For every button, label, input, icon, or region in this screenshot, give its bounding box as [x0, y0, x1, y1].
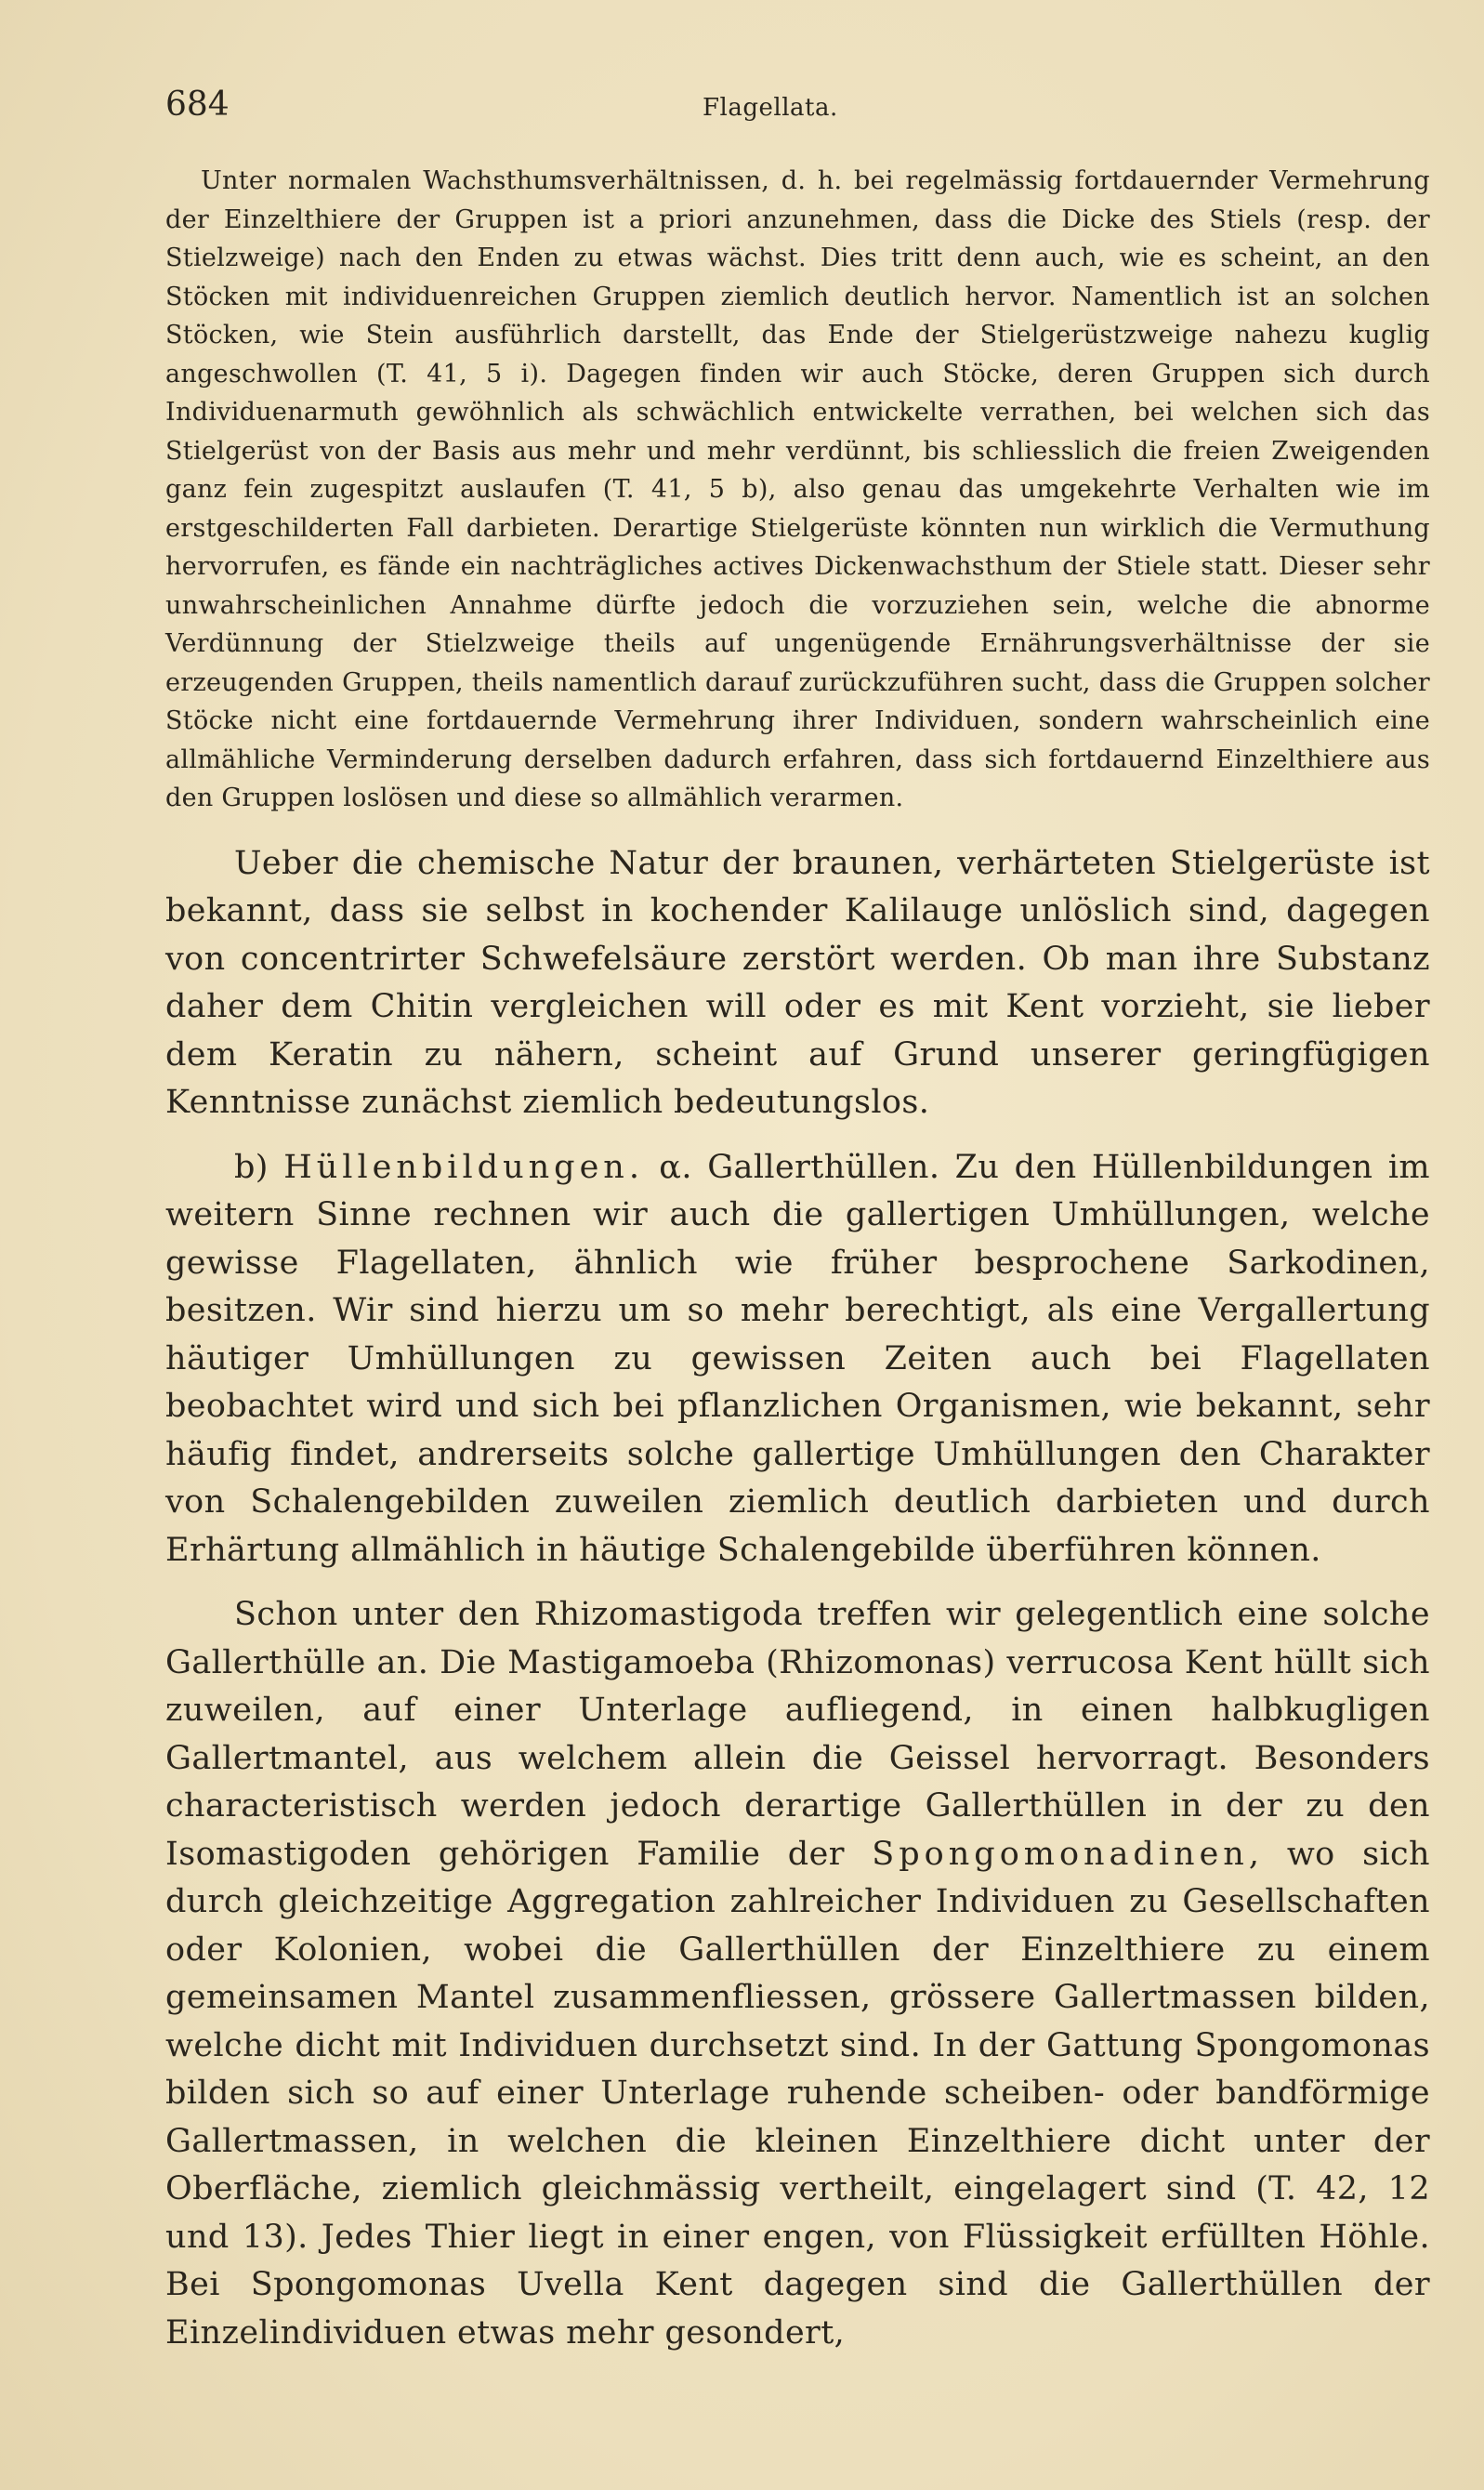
- paragraph-envelope-formation: [165, 1144, 1430, 1575]
- paragraph-stalk-growth: Unter normalen Wachsthumsverhältnissen, d. h. bei regelmässig fortdauernder Vermehrung der Einzelthiere der Gruppen ist a priori anzunehmen, dass die Dicke des Stiels (resp. der Stielzweige) nach den Enden zu etwas wächst. Dies tritt denn auch, wie es scheint, an den Stöcken mit individuenreichen Gruppen ziemlich deutlich hervor. Namentlich ist an solchen Stöcken, wie Stein ausführlich darstellt, das Ende der Stielgerüstzweige nahezu kuglig angeschwollen (T. 41, 5 i). Dagegen finden wir auch Stöcke, deren Gruppen sich durch Individuenarmuth gewöhnlich als schwächlich entwickelte verrathen, bei welchen sich das Stielgerüst von der Basis aus mehr und mehr verdünnt, bis schliesslich die freien Zweigenden ganz fein zugespitzt auslaufen (T. 41, 5 b), also genau das umgekehrte Verhalten wie im erstgeschilderten Fall darbieten. Derartige Stielgerüste könnten nun wirklich die Vermuthung hervorrufen, es fände ein nachträgliches actives Dickenwachsthum der Stiele statt. Dieser sehr unwahrscheinlichen Annahme dürfte jedoch die vorzuziehen sein, welche die abnorme Verdünnung der Stielzweige theils auf ungenügende Ernährungsverhältnisse der sie erzeugenden Gruppen, theils namentlich darauf zurückzuführen sucht, dass die Gruppen solcher Stöcke nicht eine fortdauernde Vermehrung ihrer Individuen, sondern wahrscheinlich eine allmähliche Verminderung derselben dadurch erfahren, dass sich fortdauernd Einzelthiere aus den Gruppen loslösen und diese so allmählich verarmen.: [165, 166, 1430, 812]
- paragraph-gelatinous-envelopes: [165, 1591, 1430, 2357]
- family-name-spongomonadinen: Spongomonadinen: [872, 1835, 1249, 1873]
- page-header: [165, 86, 1430, 141]
- paragraph-chemical-nature: Ueber die chemische Natur der braunen, verhärteten Stielgerüste ist bekannt, dass sie selbst in kochender Kalilauge unlöslich sind, dagegen von concentrirter Schwefelsäure zerstört werden. Ob man ihre Substanz daher dem Chitin vergleichen will oder es mit Kent vorzieht, sie lieber dem Keratin zu nähern, scheint auf Grund unserer geringfügigen Kenntnisse zunächst ziemlich bedeutungslos.: [165, 844, 1430, 1121]
- section-heading-huellenbildungen: Hüllenbildungen.: [283, 1148, 644, 1186]
- paragraph-text-b: , wo sich durch gleichzeitige Aggregation zahlreicher Individuen zu Gesellschaften oder Kolonien, wobei die Gallerthüllen der Einzelthiere zu einem gemeinsamen Mantel zusammenfliessen, grössere Gallertmassen bilden, welche dicht mit Individuen durchsetzt sind. In der Gattung Spongomonas bilden sich so auf einer Unterlage ruhende scheiben- oder bandförmige Gallertmassen, in welchen die kleinen Einzelthiere dicht unter der Oberfläche, ziemlich gleichmässig vertheilt, eingelagert sind (T. 42, 12 und 13). Jedes Thier liegt in einer engen, von Flüssigkeit erfüllten Höhle. Bei Spongomonas Uvella Kent dagegen sind die Gallerthüllen der Einzelindividuen etwas mehr gesondert,: [165, 1835, 1430, 2352]
- paragraph-envelope-text: Gallerthüllen. Zu den Hüllenbildungen im weitern Sinne rechnen wir auch die gallertigen Umhüllungen, welche gewisse Flagellaten, ähnlich wie früher besprochene Sarkodinen, besitzen. Wir sind hierzu um so mehr berechtigt, als eine Vergallertung häutiger Umhüllungen zu gewissen Zeiten auch bei Flagellaten beobachtet wird und sich bei pflanzlichen Organismen, wie bekannt, sehr häufig findet, andrerseits solche gallertige Umhüllungen den Charakter von Schalengebilden zuweilen ziemlich deutlich darbieten und durch Erhärtung allmählich in häutige Schalengebilde überführen können.: [165, 1148, 1430, 1569]
- subsection-alpha: α.: [643, 1148, 708, 1186]
- paragraph-text-a: Schon unter den Rhizomastigoda treffen wir gelegentlich eine solche Gallerthülle an. Die Mastigamoeba (Rhizomonas) verrucosa Kent hüllt sich zuweilen, auf einer Unterlage aufliegend, in einen halbkugligen Gallertmantel, aus welchem allein die Geissel hervorragt. Besonders characteristisch werden jedoch derartige Gallerthüllen in der zu den Isomastigoden gehörigen Familie der: [165, 1596, 1430, 1873]
- running-title: Flagellata.: [703, 94, 838, 122]
- section-label: b): [234, 1148, 284, 1186]
- page-number: 684: [165, 86, 230, 124]
